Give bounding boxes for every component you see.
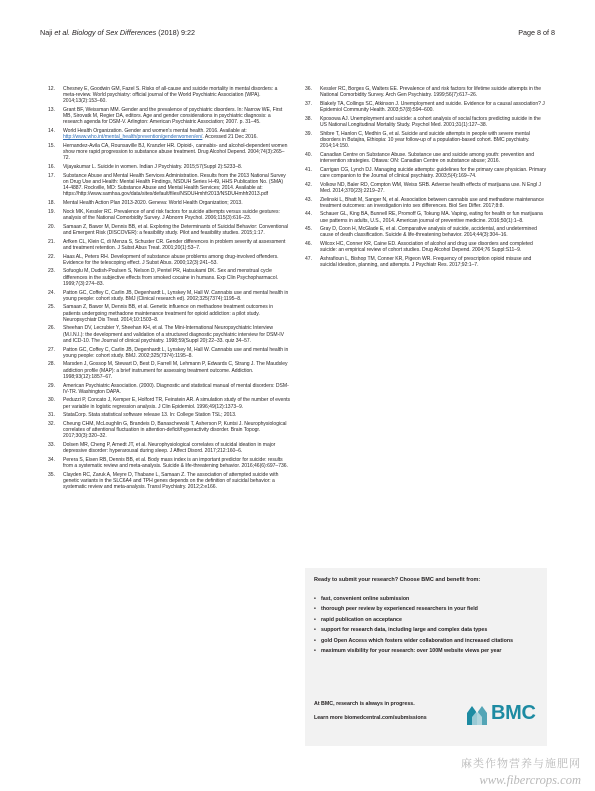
reference-list bbox=[305, 86, 548, 268]
reference-text: Arfken CL, Klein C, di Menza S, Schuster CR. Gender differences in problem severity at assessment and treatment retention. J Subst Abus Treat. 2001;20(1):53–7. bbox=[63, 238, 286, 251]
reference-number: 19. bbox=[48, 208, 55, 215]
reference-item bbox=[48, 383, 291, 395]
reference-text: Dolsen MR, Cheng P, Arnedt JT, et al. Neurophysiological correlates of suicidal ideation in major depressive disorder: hyperarousal during sleep. J Affect Disord. 2017;212:160–6. bbox=[63, 442, 276, 455]
reference-item bbox=[48, 304, 291, 322]
reference-text: Grant BF, Weissman MM. Gender and the prevalence of psychiatric disorders. In: Narrow WE, First MB, Sirovatk M, Regier DA, editors. Age and gender considerations in psychiatric diagnosis: a research agenda for DSM-V. Arlington: American Psychiatric Association; 2007. p. 31–45. bbox=[63, 107, 283, 126]
reference-item bbox=[48, 200, 291, 206]
reference-number: 35. bbox=[48, 471, 55, 478]
reference-text: Mental Health Action Plan 2013-2020. Geneva: World Health Organization; 2013. bbox=[63, 200, 243, 207]
reference-number: 20. bbox=[48, 223, 55, 230]
reference-number: 31. bbox=[48, 412, 55, 419]
reference-item bbox=[48, 457, 291, 469]
page-header bbox=[40, 28, 555, 42]
reference-text: Kposowa AJ. Unemployment and suicide: a cohort analysis of social factors predicting suicide in the US National Longitudinal Mortality Study. Psychol Med. 2001;31(1):127–38. bbox=[320, 115, 541, 128]
reference-number: 42. bbox=[305, 181, 312, 188]
reference-number: 29. bbox=[48, 382, 55, 389]
reference-item bbox=[48, 254, 291, 266]
reference-number: 46. bbox=[305, 241, 312, 248]
reference-number: 18. bbox=[48, 200, 55, 207]
reference-number: 33. bbox=[48, 442, 55, 449]
reference-text: Volkow ND, Baler RD, Compton WM, Weiss SRB. Adverse health effects of marijuana use. N Engl J Med. 2014;370(23):2219–27. bbox=[320, 181, 541, 194]
reference-text: Chesney E, Goodwin GM, Fazel S. Risks of all-cause and suicide mortality in mental disorders: a meta-review. World psychiatry: official journal of the World Psychiatric Association (WPA). 2014;13(2):153–60. bbox=[63, 86, 278, 105]
reference-number: 21. bbox=[48, 238, 55, 245]
page-number: Page 8 of 8 bbox=[518, 28, 555, 37]
reference-number: 15. bbox=[48, 143, 55, 150]
reference-item bbox=[48, 164, 291, 170]
reference-item bbox=[48, 397, 291, 409]
reference-text: Gray D, Coon H, McGlade E, et al. Comparative analysis of suicide, accidental, and undetermined cause of death classification. Suicide & life-threatening behavior. 2014;44(3):304–16. bbox=[320, 226, 537, 239]
reference-number: 25. bbox=[48, 304, 55, 311]
reference-number: 43. bbox=[305, 196, 312, 203]
reference-text: Clayden RC, Zaruk A, Meyre D, Thabane L, Samaan Z. The association of attempted suicide with genetic variants in the SLC6A4 and TPH genes depends on the definition of suicidal behavior: a systematic review and meta-analysis. Transl Psychiatry. 2012;2:e166. bbox=[63, 471, 279, 491]
reference-text: Substance Abuse and Mental Health Services Administration. Results from the 2013 National Survey on Drug Use and Health: Mental Health Findings, NSDUH Series H-49, HHS Publication No. (SMA) 14-4887. Rockville, MD: Substance Abuse and Mental Health Services; 2014. Available at: https://http://www.samhsa.gov/data/sites/default/files/NSDUHmhfr2013/NSDUHmhfr2013.pdf bbox=[63, 172, 286, 198]
reference-text: World Health Organization. Gender and women's mental health. 2016. Available at: bbox=[63, 128, 247, 135]
reference-text: Marsden J, Gossop M, Stewart D, Best D, Farrell M, Lehmann P, Edwards C, Strang J. The Maudsley addiction profile (MAP): a brief instrument for assessing treatment outcome. Addiction. 1998;93(12):1857–67. bbox=[63, 361, 288, 380]
reference-text: Canadian Centre on Substance Abuse. Substance use and suicide among youth: prevention and intervention strategies. Ottawa: ON: Canadian Centre on substance abuse; 2016. bbox=[320, 151, 534, 164]
reference-text: Perera S, Eisen RB, Dennis BB, et al. Body mass index is an important predictor for suicide: results from a systematic review and meta-analysis. Suicide & life-threatening behavior. 2016;46(6):697–736. bbox=[63, 457, 288, 470]
promo-benefits-list bbox=[314, 596, 539, 658]
promo-benefit: • gold Open Access which fosters wider collaboration and increased citations bbox=[314, 638, 539, 644]
promo-benefit: • maximum visibility for your research: over 100M website views per year bbox=[314, 648, 539, 654]
reference-list bbox=[48, 86, 291, 490]
reference-number: 28. bbox=[48, 361, 55, 368]
reference-text: Haas AL, Peters RH. Development of substance abuse problems among drug-involved offenders. Evidence for the telescoping effect. J Subst Abus. 2000;12(3):241–53. bbox=[63, 253, 279, 266]
references-column-left bbox=[48, 86, 291, 493]
reference-item bbox=[305, 226, 548, 238]
reference-item bbox=[305, 86, 548, 98]
reference-text: Sheehan DV, Lecrubier Y, Sheehan KH, et al. The Mini-International Neuropsychiatric Interview (M.I.N.I.): the development and validation of a structured diagnostic psychiatric interview for DSM-IV and ICD-10. The Journal of clinical psychiatry. 1998;59(Suppl 20):22–33. quiz 34–57. bbox=[63, 325, 284, 344]
reference-item bbox=[48, 421, 291, 439]
bmc-submission-promo bbox=[305, 568, 547, 746]
reference-text: StataCorp. Stata statistical software release 13. In: College Station TSL; 2013. bbox=[63, 412, 237, 419]
reference-number: 36. bbox=[305, 86, 312, 92]
learn-more-link[interactable]: Learn more biomedcentral.com/submissions bbox=[314, 715, 427, 721]
reference-item bbox=[48, 290, 291, 302]
reference-number: 22. bbox=[48, 253, 55, 260]
promo-benefit: • rapid publication on acceptance bbox=[314, 617, 539, 623]
promo-benefit: • support for research data, including large and complex data types bbox=[314, 627, 539, 633]
reference-text: Patton GC, Coffey C, Carlin JB, Degenhardt L, Lynskey M, Hall W. Cannabis use and mental health in young people: cohort study. BMJ. 2002;325(7374):1195–8. bbox=[63, 346, 289, 359]
reference-text: Kessler RC, Borges G, Walters EE. Prevalence of and risk factors for lifetime suicide attempts in the National Comorbidity Survey. Arch Gen Psychiatry. 1999;56(7):617–26. bbox=[320, 86, 542, 99]
reference-number: 16. bbox=[48, 164, 55, 171]
reference-number: 27. bbox=[48, 346, 55, 353]
reference-item bbox=[48, 173, 291, 198]
reference-item bbox=[48, 325, 291, 343]
reference-text: American Psychiatric Association. (2000). Diagnostic and statistical manual of mental disorders: DSM-IV-TR. Washington DAPA. bbox=[63, 382, 289, 395]
reference-item bbox=[305, 241, 548, 253]
reference-item bbox=[48, 347, 291, 359]
reference-text: Nock MK, Kessler RC. Prevalence of and risk factors for suicide attempts versus suicide gestures: analysis of the National Comorbidity Survey. J Abnorm Psychol. 2006;115(3):616–23. bbox=[63, 208, 280, 221]
reference-number: 14. bbox=[48, 128, 55, 135]
reference-text: Vijayakumar L. Suicide in women. Indian J Psychiatry. 2015;57(Suppl 2):S233–8. bbox=[63, 164, 243, 171]
reference-item bbox=[48, 224, 291, 236]
watermark-url: www.fibercrops.com bbox=[479, 773, 581, 787]
reference-number: 44. bbox=[305, 211, 312, 218]
reference-item bbox=[48, 268, 291, 286]
reference-item bbox=[305, 152, 548, 164]
bmc-logo-icon bbox=[465, 703, 489, 727]
reference-text: Wilcox HC, Conner KR, Caine ED. Association of alcohol and drug use disorders and completed suicide: an empirical review of cohort studies. Drug Alcohol Depend. 2004;76 Suppl:S11–9. bbox=[320, 241, 533, 254]
reference-text: Zielinski L, Bhatt M, Sanger N, et al. Association between cannabis use and methadone maintenance treatment outcomes: an investigation into sex differences. Biol Sex Differ. 2017;8:8. bbox=[320, 196, 544, 209]
reference-item bbox=[305, 131, 548, 149]
reference-item bbox=[48, 412, 291, 418]
references-column-right bbox=[305, 86, 548, 271]
reference-number: 12. bbox=[48, 86, 55, 92]
reference-text: Carrigan CG, Lynch DJ. Managing suicide attempts: guidelines for the primary care physician. Primary care companion to the Journal of clinical psychiatry. 2003;5(4):169–74. bbox=[320, 166, 547, 179]
running-citation: Naji et al. Biology of Sex Differences (2018) 9:22 bbox=[40, 28, 196, 37]
reference-item bbox=[305, 256, 548, 268]
promo-benefit: • fast, convenient online submission bbox=[314, 596, 539, 602]
reference-item bbox=[305, 197, 548, 209]
reference-number: 23. bbox=[48, 268, 55, 275]
reference-number: 30. bbox=[48, 397, 55, 404]
site-watermark bbox=[431, 755, 581, 785]
reference-text: Hernandez-Avila CA, Rounsaville BJ, Kranzler HR. Opioid-, cannabis- and alcohol-dependent women show more rapid progression to substance abuse treatment. Drug Alcohol Depend. 2004;74(3):265–72. bbox=[63, 143, 288, 162]
reference-text: Cheung CHM, McLoughlin G, Brandeis D, Banaschewski T, Asherson P, Kuntsi J. Neurophysiological correlates of attentional fluctuation in attention-deficit/hyperactivity disorder. Brain Topogr. 2017;30(3):320–32. bbox=[63, 421, 287, 440]
reference-item bbox=[48, 128, 291, 140]
reference-number: 41. bbox=[305, 166, 312, 173]
reference-number: 47. bbox=[305, 256, 312, 263]
reference-item bbox=[305, 167, 548, 179]
reference-item bbox=[305, 101, 548, 113]
reference-item bbox=[48, 107, 291, 125]
promo-benefit: • thorough peer review by experienced researchers in your field bbox=[314, 606, 539, 612]
promo-title: Ready to submit your research? Choose BMC and benefit from: bbox=[314, 577, 481, 583]
bmc-logo-text: BMC bbox=[491, 702, 536, 724]
reference-text: Blakely TA, Collings SC, Atkinson J. Unemployment and suicide. Evidence for a causal association? J Epidemiol Community Health. 2003;57(8):594–600. bbox=[320, 100, 545, 114]
reference-item bbox=[48, 442, 291, 454]
reference-link[interactable]: http://www.who.int/mental_health/prevention/genderwomen/en/ bbox=[63, 134, 203, 141]
reference-number: 26. bbox=[48, 325, 55, 332]
reference-text: Peduzzi P, Concato J, Kemper E, Holford TR, Feinstein AR. A simulation study of the number of events per variable in logistic regression analysis. J Clin Epidemiol. 1996;49(12):1373–9. bbox=[63, 397, 291, 410]
reference-number: 45. bbox=[305, 226, 312, 233]
reference-text-tail: . Accessed 21 Dec 2016. bbox=[202, 134, 258, 141]
reference-item bbox=[305, 211, 548, 223]
bmc-logo bbox=[465, 701, 535, 727]
reference-number: 39. bbox=[305, 130, 312, 137]
reference-item bbox=[305, 182, 548, 194]
reference-number: 13. bbox=[48, 107, 55, 114]
reference-text: Sofuoglu M, Dudish-Poulsen S, Nelson D, Pentel PR, Hatsukami DK. Sex and menstrual cycle differences in the subjective effects from smoked cocaine in humans. Exp Clin Psychopharmacol. 1999;7(3):274–83. bbox=[63, 268, 279, 287]
reference-item bbox=[48, 472, 291, 490]
reference-item bbox=[305, 116, 548, 128]
reference-number: 40. bbox=[305, 151, 312, 158]
reference-text: Shibre T, Hanlon C, Medhin G, et al. Suicide and suicide attempts in people with severe mental disorders in Butajira, Ethiopia: 10 year follow-up of a population-based cohort. BMC psychiatry. 2014;14:150. bbox=[320, 130, 530, 150]
reference-number: 32. bbox=[48, 421, 55, 428]
watermark-chinese-text: 麻类作物营养与施肥网 bbox=[461, 758, 581, 770]
reference-number: 34. bbox=[48, 457, 55, 464]
reference-number: 37. bbox=[305, 100, 312, 107]
reference-text: Ashrafioun L, Bishop TM, Conner KR, Pigeon WR. Frequency of prescription opioid misuse and suicidal ideation, planning, and attempts. J Psychiatr Res. 2017;92:1–7. bbox=[320, 256, 532, 269]
reference-number: 38. bbox=[305, 115, 312, 122]
reference-item bbox=[48, 143, 291, 161]
reference-text: Samaan Z, Bawor M, Dennis BB, et al. Exploring the Determinants of Suicidal Behavior: Conventional and Emergent Risk (DISCOVER): a feasibility study. Pilot and feasibility studies. 2015;1:17. bbox=[63, 223, 288, 236]
reference-item bbox=[48, 239, 291, 251]
reference-text: Samaan Z, Bawor M, Dennis BB, et al. Genetic influence on methadone treatment outcomes in patients undergoing methadone maintenance treatment for opioid addiction: a pilot study. Neuropsychiatr Dis Treat. 2014;10:1503–8. bbox=[63, 304, 274, 323]
reference-text: Patton GC, Coffey C, Carlin JB, Degenhardt L, Lynskey M, Hall W. Cannabis use and mental health in young people: cohort study. BMJ (Clinical research ed). 2002;325(7374):1195–8. bbox=[63, 289, 289, 302]
promo-tagline: At BMC, research is always in progress. bbox=[314, 701, 415, 707]
reference-number: 24. bbox=[48, 289, 55, 296]
reference-item bbox=[48, 209, 291, 221]
reference-text: Schauer GL, King BA, Bunnell RE, Promoff G, Tokung MA. Vaping, eating for health or fun marijuana use patterns in adults, U.S., 2014. American journal of preventive medicine. 2016;50(1):1–8. bbox=[320, 211, 543, 224]
reference-number: 17. bbox=[48, 172, 55, 179]
reference-item bbox=[48, 361, 291, 379]
reference-item bbox=[48, 86, 291, 104]
